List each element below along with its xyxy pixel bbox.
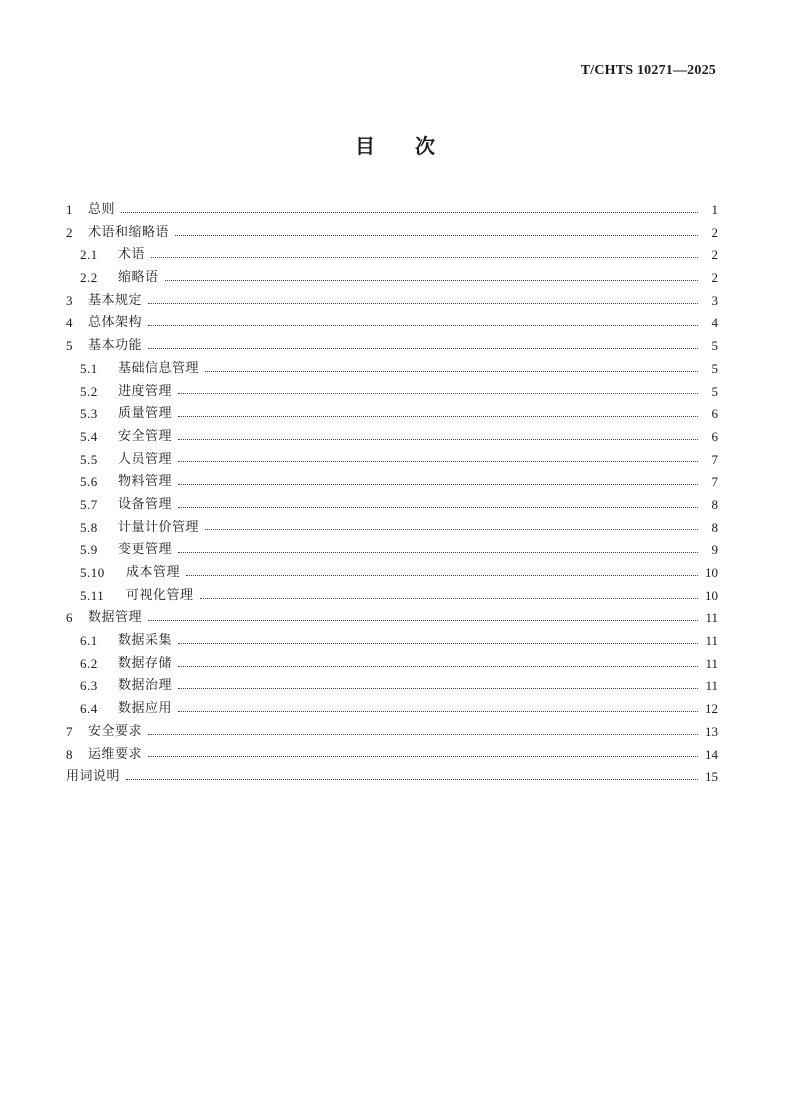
toc-entry[interactable] xyxy=(66,358,718,381)
toc-entry-number: 1 xyxy=(66,202,73,217)
toc-entry-page: 1 xyxy=(711,202,718,217)
toc-entry-label: 数据管理 xyxy=(88,610,143,626)
toc-leader-dots xyxy=(186,575,698,576)
toc-entry-page: 12 xyxy=(705,701,718,717)
toc-entry-page: 7 xyxy=(711,474,718,490)
toc-leader-dots xyxy=(126,779,698,780)
toc-entry[interactable] xyxy=(66,562,718,585)
toc-leader-dots xyxy=(148,620,698,621)
toc-entry-label: 数据采集 xyxy=(118,633,173,649)
toc-entry-page: 8 xyxy=(711,496,718,512)
toc-entry-page: 2 xyxy=(711,270,718,286)
toc-leader-dots xyxy=(148,303,698,304)
toc-entry[interactable] xyxy=(66,539,718,562)
toc-entry-number: 6.4 xyxy=(80,701,98,717)
toc-entry[interactable] xyxy=(66,698,718,721)
toc-entry-label: 物料管理 xyxy=(118,474,173,490)
toc-entry-number: 2.1 xyxy=(80,247,98,263)
toc-entry[interactable] xyxy=(66,199,718,222)
toc-entry[interactable] xyxy=(66,426,718,449)
toc-entry-page: 11 xyxy=(705,633,718,649)
toc-entry-label: 缩略语 xyxy=(118,270,159,286)
toc-entry-page: 10 xyxy=(705,587,718,603)
toc-entry-label: 数据治理 xyxy=(118,678,173,694)
toc-entry-label: 术语和缩略语 xyxy=(88,224,170,240)
toc-entry[interactable] xyxy=(66,517,718,540)
toc-entry-number: 7 xyxy=(66,723,73,739)
toc-entry[interactable] xyxy=(66,766,718,789)
toc-entry[interactable] xyxy=(66,312,718,335)
toc-leader-dots xyxy=(178,484,698,485)
toc-entry-page: 11 xyxy=(705,610,718,626)
toc-entry-label: 可视化管理 xyxy=(126,587,194,603)
toc-entry-label: 基本规定 xyxy=(88,292,143,308)
toc-entry-number: 5.9 xyxy=(80,542,98,558)
toc-entry-label: 成本管理 xyxy=(126,565,181,580)
toc-leader-dots xyxy=(178,711,698,712)
toc-entry[interactable] xyxy=(66,471,718,494)
toc-entry-number: 5.10 xyxy=(80,565,105,580)
toc-entry-number: 2 xyxy=(66,224,73,240)
toc-entry-page: 2 xyxy=(711,224,718,240)
toc-entry[interactable] xyxy=(66,335,718,358)
toc-entry-number: 5.2 xyxy=(80,383,98,399)
toc-entry-page: 3 xyxy=(711,292,718,308)
toc-entry[interactable] xyxy=(66,630,718,653)
toc-entry-number: 5.4 xyxy=(80,428,98,444)
toc-entry-label: 数据应用 xyxy=(118,701,173,717)
toc-entry[interactable] xyxy=(66,607,718,630)
toc-entry[interactable] xyxy=(66,267,718,290)
toc-entry-page: 8 xyxy=(711,519,718,535)
toc-entry[interactable] xyxy=(66,585,718,608)
toc-entry-page: 11 xyxy=(705,678,718,694)
toc-entry-number: 6 xyxy=(66,610,73,626)
toc-leader-dots xyxy=(178,666,698,667)
toc-entry-page: 5 xyxy=(711,338,718,354)
toc-entry-label: 人员管理 xyxy=(118,451,173,467)
toc-leader-dots xyxy=(148,325,698,326)
toc-entry-label: 进度管理 xyxy=(118,383,173,399)
toc-leader-dots xyxy=(178,688,698,689)
toc-entry-page: 14 xyxy=(705,746,718,762)
table-of-contents xyxy=(66,199,718,789)
toc-entry[interactable] xyxy=(66,403,718,426)
toc-entry-page: 5 xyxy=(711,383,718,399)
toc-leader-dots xyxy=(178,439,698,440)
toc-entry-page: 13 xyxy=(705,723,718,739)
toc-entry-label: 基本功能 xyxy=(88,338,143,354)
toc-leader-dots xyxy=(148,756,698,757)
toc-entry[interactable] xyxy=(66,222,718,245)
toc-entry-number: 8 xyxy=(66,746,73,762)
toc-leader-dots xyxy=(178,393,698,394)
toc-entry-page: 6 xyxy=(711,406,718,422)
toc-entry-label: 总体架构 xyxy=(88,315,143,331)
toc-entry[interactable] xyxy=(66,449,718,472)
toc-entry-number: 3 xyxy=(66,292,73,308)
toc-entry-number: 5.11 xyxy=(80,587,105,603)
toc-entry-number: 6.1 xyxy=(80,633,98,649)
toc-entry-number: 5.5 xyxy=(80,451,98,467)
toc-leader-dots xyxy=(178,552,698,553)
toc-entry-number: 6.3 xyxy=(80,678,98,694)
title-char-1: 目 xyxy=(355,134,375,158)
toc-entry-page: 15 xyxy=(705,769,718,785)
toc-entry-page: 4 xyxy=(711,315,718,331)
toc-entry[interactable] xyxy=(66,290,718,313)
toc-leader-dots xyxy=(165,280,698,281)
toc-leader-dots xyxy=(121,212,698,213)
toc-entry[interactable] xyxy=(66,744,718,767)
toc-entry-number: 5.6 xyxy=(80,474,98,490)
toc-entry-label: 数据存储 xyxy=(118,655,173,671)
toc-entry-label: 术语 xyxy=(118,247,146,263)
toc-leader-dots xyxy=(148,734,698,735)
toc-leader-dots xyxy=(205,371,698,372)
toc-entry-number: 4 xyxy=(66,315,73,331)
toc-leader-dots xyxy=(200,598,698,599)
toc-entry-number: 5 xyxy=(66,338,73,354)
toc-leader-dots xyxy=(178,416,698,417)
toc-entry[interactable] xyxy=(66,494,718,517)
toc-entry-number: 5.3 xyxy=(80,406,98,422)
toc-entry-page: 7 xyxy=(711,451,718,467)
toc-entry-label: 用词说明 xyxy=(66,769,121,785)
toc-entry-label: 设备管理 xyxy=(118,496,173,512)
toc-entry-page: 2 xyxy=(711,247,718,263)
toc-entry[interactable] xyxy=(66,675,718,698)
toc-entry-page: 5 xyxy=(711,360,718,376)
toc-entry-page: 9 xyxy=(711,542,718,558)
toc-entry-number: 5.8 xyxy=(80,519,98,535)
toc-entry-number: 6.2 xyxy=(80,655,98,671)
toc-leader-dots xyxy=(178,461,698,462)
toc-entry-label: 运维要求 xyxy=(88,746,143,762)
toc-entry-number: 5.7 xyxy=(80,496,98,512)
toc-entry-label: 安全管理 xyxy=(118,428,173,444)
toc-leader-dots xyxy=(175,235,698,236)
document-code: T/CHTS 10271—2025 xyxy=(580,63,716,78)
toc-entry[interactable] xyxy=(66,381,718,404)
toc-entry-label: 基础信息管理 xyxy=(118,360,200,376)
toc-entry-label: 安全要求 xyxy=(88,723,143,739)
toc-leader-dots xyxy=(205,529,698,530)
toc-entry-number: 5.1 xyxy=(80,360,98,376)
toc-entry[interactable] xyxy=(66,653,718,676)
toc-entry-label: 计量计价管理 xyxy=(118,519,200,535)
toc-entry[interactable] xyxy=(66,721,718,744)
toc-entry-number: 2.2 xyxy=(80,270,98,286)
title-char-2: 次 xyxy=(415,134,435,158)
toc-leader-dots xyxy=(178,643,698,644)
toc-leader-dots xyxy=(178,507,698,508)
toc-leader-dots xyxy=(151,257,698,258)
toc-entry[interactable] xyxy=(66,244,718,267)
toc-entry-label: 总则 xyxy=(88,202,116,217)
toc-leader-dots xyxy=(148,348,698,349)
toc-entry-page: 6 xyxy=(711,428,718,444)
toc-entry-label: 变更管理 xyxy=(118,542,173,558)
toc-entry-page: 11 xyxy=(705,655,718,671)
page-title xyxy=(0,130,790,159)
toc-entry-label: 质量管理 xyxy=(118,406,173,422)
toc-entry-page: 10 xyxy=(705,565,718,580)
